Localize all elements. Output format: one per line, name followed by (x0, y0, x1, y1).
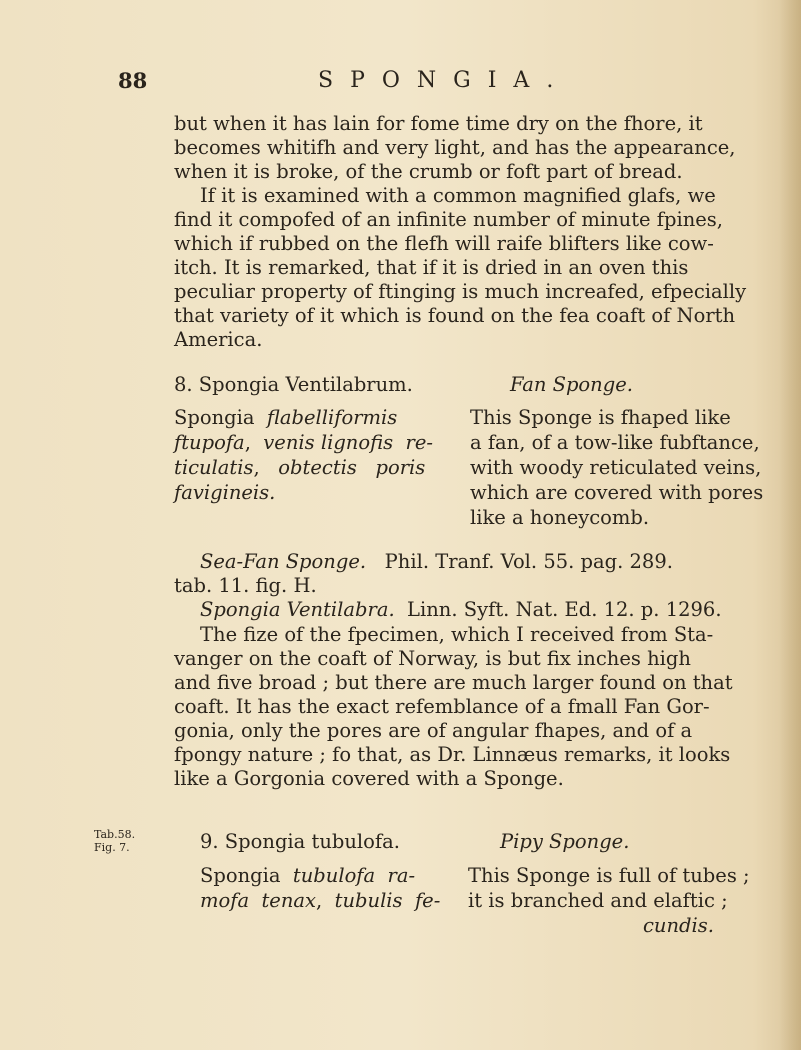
reference-line: Spongia Ventilabra. Linn. Syft. Nat. Ed. 12. p. 1296. (200, 598, 722, 621)
text-line: that variety of it which is found on the fea coaft of North (174, 304, 736, 327)
english-line: like a honeycomb. (470, 506, 650, 529)
plate-ref-line: Fig. 7. (94, 841, 130, 854)
english-line: with woody reticulated veins, (470, 456, 762, 479)
species-9-common-name: Pipy Sponge. (500, 830, 630, 853)
page-edge-shadow (779, 0, 801, 1050)
catchword: cundis. (643, 914, 714, 937)
plate-reference (94, 828, 135, 854)
species-8-common-name: Fan Sponge. (510, 373, 633, 396)
intro-paragraph (174, 112, 746, 352)
english-line: This Sponge is full of tubes ; (468, 864, 750, 887)
text-line: peculiar property of ftinging is much increafed, efpecially (174, 280, 747, 303)
text-line: vanger on the coaft of Norway, is but fix inches high (174, 647, 691, 670)
text-line: coaft. It has the exact refemblance of a fmall Fan Gor- (174, 695, 710, 718)
text-line: If it is examined with a common magnified glafs, we (200, 184, 716, 207)
latin-line: ticulatis, obtectis poris (174, 456, 426, 479)
reference-line: Sea-Fan Sponge. Phil. Tranf. Vol. 55. pag. 289. (200, 550, 673, 573)
latin-line: favigineis. (174, 481, 276, 504)
text-line: which if rubbed on the flefh will raife blifters like cow- (174, 232, 714, 255)
latin-line: Spongia tubulofa ra- (200, 864, 416, 887)
latin-line: Spongia flabelliformis (174, 406, 398, 429)
species-9-english-description (468, 863, 750, 913)
page-number: 88 (118, 68, 148, 93)
text-line: The fize of the fpecimen, which I received from Sta- (200, 623, 714, 646)
english-line: This Sponge is fhaped like (470, 406, 731, 429)
reference-line: tab. 11. fig. H. (174, 574, 317, 597)
running-title: SPONGIA. (318, 68, 571, 93)
english-line: it is branched and elaftic ; (468, 889, 728, 912)
species-8-latin-description (174, 405, 433, 505)
text-line: when it is broke, of the crumb or foft part of bread. (174, 160, 683, 183)
species-8-references (174, 550, 722, 622)
latin-line: mofa tenax, tubulis fe- (200, 889, 441, 912)
species-8-heading: 8. Spongia Ventilabrum. (174, 373, 413, 396)
text-line: but when it has lain for fome time dry on the fhore, it (174, 112, 703, 135)
text-line: becomes whitifh and very light, and has the appearance, (174, 136, 736, 159)
english-line: which are covered with pores (470, 481, 764, 504)
species-8-body (174, 623, 733, 791)
latin-line: ftupofa, venis lignofis re- (174, 431, 433, 454)
english-line: a fan, of a tow-like fubftance, (470, 431, 760, 454)
text-line: fpongy nature ; fo that, as Dr. Linnæus remarks, it looks (174, 743, 731, 766)
text-line: gonia, only the pores are of angular fhapes, and of a (174, 719, 693, 742)
species-9-latin-description (200, 863, 440, 913)
text-line: and five broad ; but there are much larger found on that (174, 671, 733, 694)
text-line: find it compofed of an infinite number of minute fpines, (174, 208, 724, 231)
text-line: America. (174, 328, 263, 351)
plate-ref-line: Tab.58. (94, 828, 136, 841)
text-line: itch. It is remarked, that if it is dried in an oven this (174, 256, 689, 279)
text-line: like a Gorgonia covered with a Sponge. (174, 767, 564, 790)
species-8-english-description (470, 405, 763, 530)
species-9-heading: 9. Spongia tubulofa. (200, 830, 400, 853)
